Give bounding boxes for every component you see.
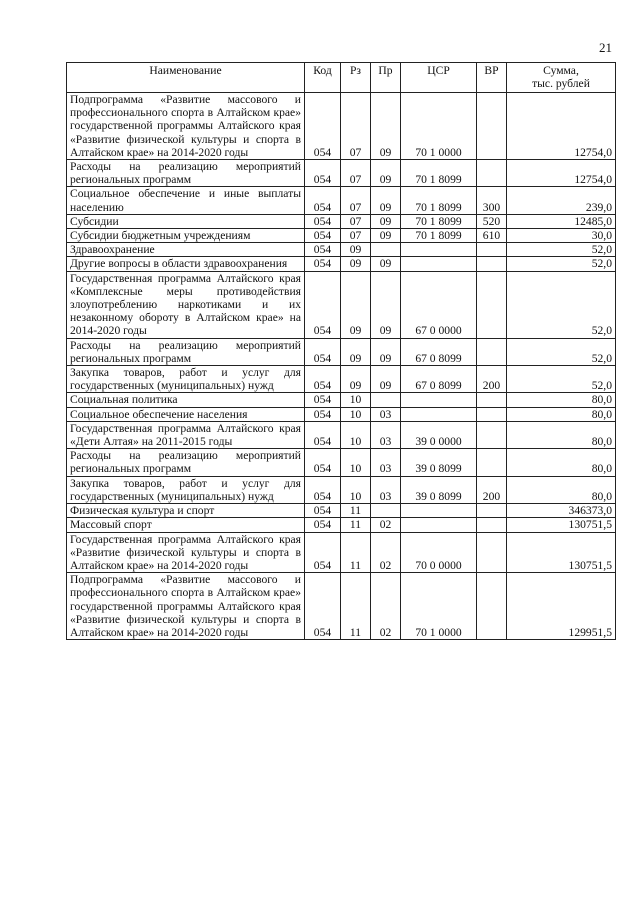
cell-rz: 11 xyxy=(341,504,371,518)
cell-sum: 12485,0 xyxy=(507,214,616,228)
cell-pr: 02 xyxy=(371,573,401,640)
cell-kod: 054 xyxy=(305,421,341,448)
cell-vr xyxy=(477,532,507,573)
cell-vr: 520 xyxy=(477,214,507,228)
cell-name: Другие вопросы в области здравоохранения xyxy=(67,257,305,271)
cell-rz: 07 xyxy=(341,93,371,160)
header-kod: Код xyxy=(305,63,341,93)
cell-kod: 054 xyxy=(305,504,341,518)
cell-kod: 054 xyxy=(305,407,341,421)
cell-csr: 70 1 8099 xyxy=(401,160,477,187)
cell-sum: 80,0 xyxy=(507,393,616,407)
cell-vr xyxy=(477,518,507,532)
cell-vr: 610 xyxy=(477,229,507,243)
cell-vr xyxy=(477,271,507,338)
cell-sum: 52,0 xyxy=(507,366,616,393)
cell-name: Расходы на реализацию мероприятий региональных программ xyxy=(67,338,305,365)
cell-rz: 09 xyxy=(341,257,371,271)
cell-vr xyxy=(477,93,507,160)
cell-name: Государственная программа Алтайского края «Комплексные меры противодействия злоупотреблению наркотиками и их незаконному обороту в Алтайском крае» на 2014-2020 годы xyxy=(67,271,305,338)
cell-pr: 09 xyxy=(371,160,401,187)
cell-kod: 054 xyxy=(305,366,341,393)
cell-kod: 054 xyxy=(305,214,341,228)
table-row xyxy=(67,573,616,640)
cell-csr: 70 1 8099 xyxy=(401,229,477,243)
cell-vr: 200 xyxy=(477,476,507,503)
cell-name: Расходы на реализацию мероприятий региональных программ xyxy=(67,449,305,476)
cell-pr: 02 xyxy=(371,532,401,573)
cell-rz: 11 xyxy=(341,573,371,640)
cell-sum: 12754,0 xyxy=(507,93,616,160)
cell-kod: 054 xyxy=(305,476,341,503)
cell-vr xyxy=(477,407,507,421)
cell-rz: 10 xyxy=(341,449,371,476)
table-row xyxy=(67,504,616,518)
cell-rz: 09 xyxy=(341,243,371,257)
table-row xyxy=(67,229,616,243)
header-sum-line1: Сумма, xyxy=(543,64,579,77)
cell-pr: 09 xyxy=(371,271,401,338)
cell-sum: 239,0 xyxy=(507,187,616,214)
cell-kod: 054 xyxy=(305,187,341,214)
cell-name: Здравоохранение xyxy=(67,243,305,257)
cell-vr xyxy=(477,243,507,257)
cell-name: Государственная программа Алтайского края «Развитие физической культуры и спорта в Алтайском крае» на 2014-2020 годы xyxy=(67,532,305,573)
table-row xyxy=(67,518,616,532)
cell-sum: 12754,0 xyxy=(507,160,616,187)
budget-table xyxy=(66,62,616,640)
cell-csr xyxy=(401,243,477,257)
table-row xyxy=(67,407,616,421)
cell-sum: 130751,5 xyxy=(507,532,616,573)
table-row xyxy=(67,93,616,160)
table-row xyxy=(67,366,616,393)
cell-pr: 02 xyxy=(371,518,401,532)
cell-csr xyxy=(401,518,477,532)
cell-pr: 09 xyxy=(371,93,401,160)
cell-kod: 054 xyxy=(305,518,341,532)
cell-name: Физическая культура и спорт xyxy=(67,504,305,518)
cell-vr xyxy=(477,257,507,271)
cell-rz: 09 xyxy=(341,366,371,393)
cell-sum: 129951,5 xyxy=(507,573,616,640)
cell-rz: 10 xyxy=(341,421,371,448)
cell-csr: 70 1 0000 xyxy=(401,573,477,640)
table-row xyxy=(67,160,616,187)
table-row xyxy=(67,214,616,228)
cell-vr xyxy=(477,573,507,640)
cell-pr xyxy=(371,504,401,518)
header-name: Наименование xyxy=(67,63,305,93)
table-row xyxy=(67,532,616,573)
cell-csr: 67 0 0000 xyxy=(401,271,477,338)
cell-rz: 10 xyxy=(341,407,371,421)
cell-name: Социальное обеспечение и иные выплаты населению xyxy=(67,187,305,214)
cell-csr: 39 0 0000 xyxy=(401,421,477,448)
cell-sum: 346373,0 xyxy=(507,504,616,518)
cell-name: Закупка товаров, работ и услуг для государственных (муниципальных) нужд xyxy=(67,366,305,393)
cell-kod: 054 xyxy=(305,93,341,160)
cell-rz: 11 xyxy=(341,518,371,532)
cell-kod: 054 xyxy=(305,573,341,640)
cell-pr: 09 xyxy=(371,257,401,271)
header-pr: Пр xyxy=(371,63,401,93)
cell-rz: 10 xyxy=(341,476,371,503)
cell-sum: 52,0 xyxy=(507,257,616,271)
cell-rz: 10 xyxy=(341,393,371,407)
cell-csr: 70 0 0000 xyxy=(401,532,477,573)
cell-sum: 80,0 xyxy=(507,407,616,421)
cell-pr: 03 xyxy=(371,476,401,503)
table-row xyxy=(67,271,616,338)
cell-pr xyxy=(371,243,401,257)
cell-csr: 39 0 8099 xyxy=(401,449,477,476)
cell-csr: 67 0 8099 xyxy=(401,366,477,393)
cell-kod: 054 xyxy=(305,271,341,338)
cell-rz: 07 xyxy=(341,229,371,243)
cell-name: Закупка товаров, работ и услуг для государственных (муниципальных) нужд xyxy=(67,476,305,503)
cell-rz: 09 xyxy=(341,338,371,365)
cell-csr: 67 0 8099 xyxy=(401,338,477,365)
cell-pr: 03 xyxy=(371,407,401,421)
header-sum-line2: тыс. рублей xyxy=(532,77,590,91)
table-row xyxy=(67,243,616,257)
cell-rz: 07 xyxy=(341,214,371,228)
cell-kod: 054 xyxy=(305,338,341,365)
cell-pr: 09 xyxy=(371,338,401,365)
cell-sum: 80,0 xyxy=(507,449,616,476)
cell-name: Подпрограмма «Развитие массового и профессионального спорта в Алтайском крае» государственной программы Алтайского края «Развитие физической культуры и спорта в Алтайском крае» на 2014-2020 годы xyxy=(67,573,305,640)
page-number: 21 xyxy=(599,40,612,55)
cell-pr: 09 xyxy=(371,366,401,393)
cell-name: Подпрограмма «Развитие массового и профессионального спорта в Алтайском крае» государственной программы Алтайского края «Развитие физической культуры и спорта в Алтайском крае» на 2014-2020 годы xyxy=(67,93,305,160)
cell-pr: 03 xyxy=(371,449,401,476)
cell-pr xyxy=(371,393,401,407)
table-row xyxy=(67,476,616,503)
cell-sum: 80,0 xyxy=(507,476,616,503)
cell-vr: 300 xyxy=(477,187,507,214)
cell-kod: 054 xyxy=(305,257,341,271)
header-sum xyxy=(507,63,616,93)
cell-sum: 52,0 xyxy=(507,271,616,338)
header-vr: ВР xyxy=(477,63,507,93)
cell-csr: 39 0 8099 xyxy=(401,476,477,503)
cell-pr: 09 xyxy=(371,187,401,214)
cell-sum: 52,0 xyxy=(507,243,616,257)
cell-name: Субсидии xyxy=(67,214,305,228)
cell-name: Расходы на реализацию мероприятий региональных программ xyxy=(67,160,305,187)
cell-sum: 130751,5 xyxy=(507,518,616,532)
cell-csr xyxy=(401,504,477,518)
cell-csr xyxy=(401,393,477,407)
cell-rz: 09 xyxy=(341,271,371,338)
cell-sum: 30,0 xyxy=(507,229,616,243)
cell-kod: 054 xyxy=(305,229,341,243)
table-row xyxy=(67,257,616,271)
header-csr: ЦСР xyxy=(401,63,477,93)
table-header-row xyxy=(67,63,616,93)
cell-vr xyxy=(477,393,507,407)
table-row xyxy=(67,421,616,448)
cell-pr: 09 xyxy=(371,229,401,243)
cell-vr xyxy=(477,338,507,365)
cell-csr xyxy=(401,257,477,271)
cell-vr: 200 xyxy=(477,366,507,393)
table-row xyxy=(67,338,616,365)
cell-name: Социальная политика xyxy=(67,393,305,407)
cell-rz: 07 xyxy=(341,187,371,214)
cell-kod: 054 xyxy=(305,449,341,476)
cell-csr xyxy=(401,407,477,421)
cell-vr xyxy=(477,449,507,476)
cell-vr xyxy=(477,160,507,187)
cell-csr: 70 1 0000 xyxy=(401,93,477,160)
cell-kod: 054 xyxy=(305,243,341,257)
cell-csr: 70 1 8099 xyxy=(401,214,477,228)
cell-pr: 09 xyxy=(371,214,401,228)
cell-csr: 70 1 8099 xyxy=(401,187,477,214)
cell-vr xyxy=(477,421,507,448)
cell-name: Массовый спорт xyxy=(67,518,305,532)
cell-sum: 52,0 xyxy=(507,338,616,365)
cell-name: Субсидии бюджетным учреждениям xyxy=(67,229,305,243)
cell-kod: 054 xyxy=(305,160,341,187)
cell-pr: 03 xyxy=(371,421,401,448)
cell-name: Социальное обеспечение населения xyxy=(67,407,305,421)
cell-rz: 07 xyxy=(341,160,371,187)
table-row xyxy=(67,449,616,476)
table-row xyxy=(67,393,616,407)
cell-rz: 11 xyxy=(341,532,371,573)
table-row xyxy=(67,187,616,214)
cell-vr xyxy=(477,504,507,518)
cell-sum: 80,0 xyxy=(507,421,616,448)
header-rz: Рз xyxy=(341,63,371,93)
cell-kod: 054 xyxy=(305,532,341,573)
cell-kod: 054 xyxy=(305,393,341,407)
cell-name: Государственная программа Алтайского края «Дети Алтая» на 2011-2015 годы xyxy=(67,421,305,448)
